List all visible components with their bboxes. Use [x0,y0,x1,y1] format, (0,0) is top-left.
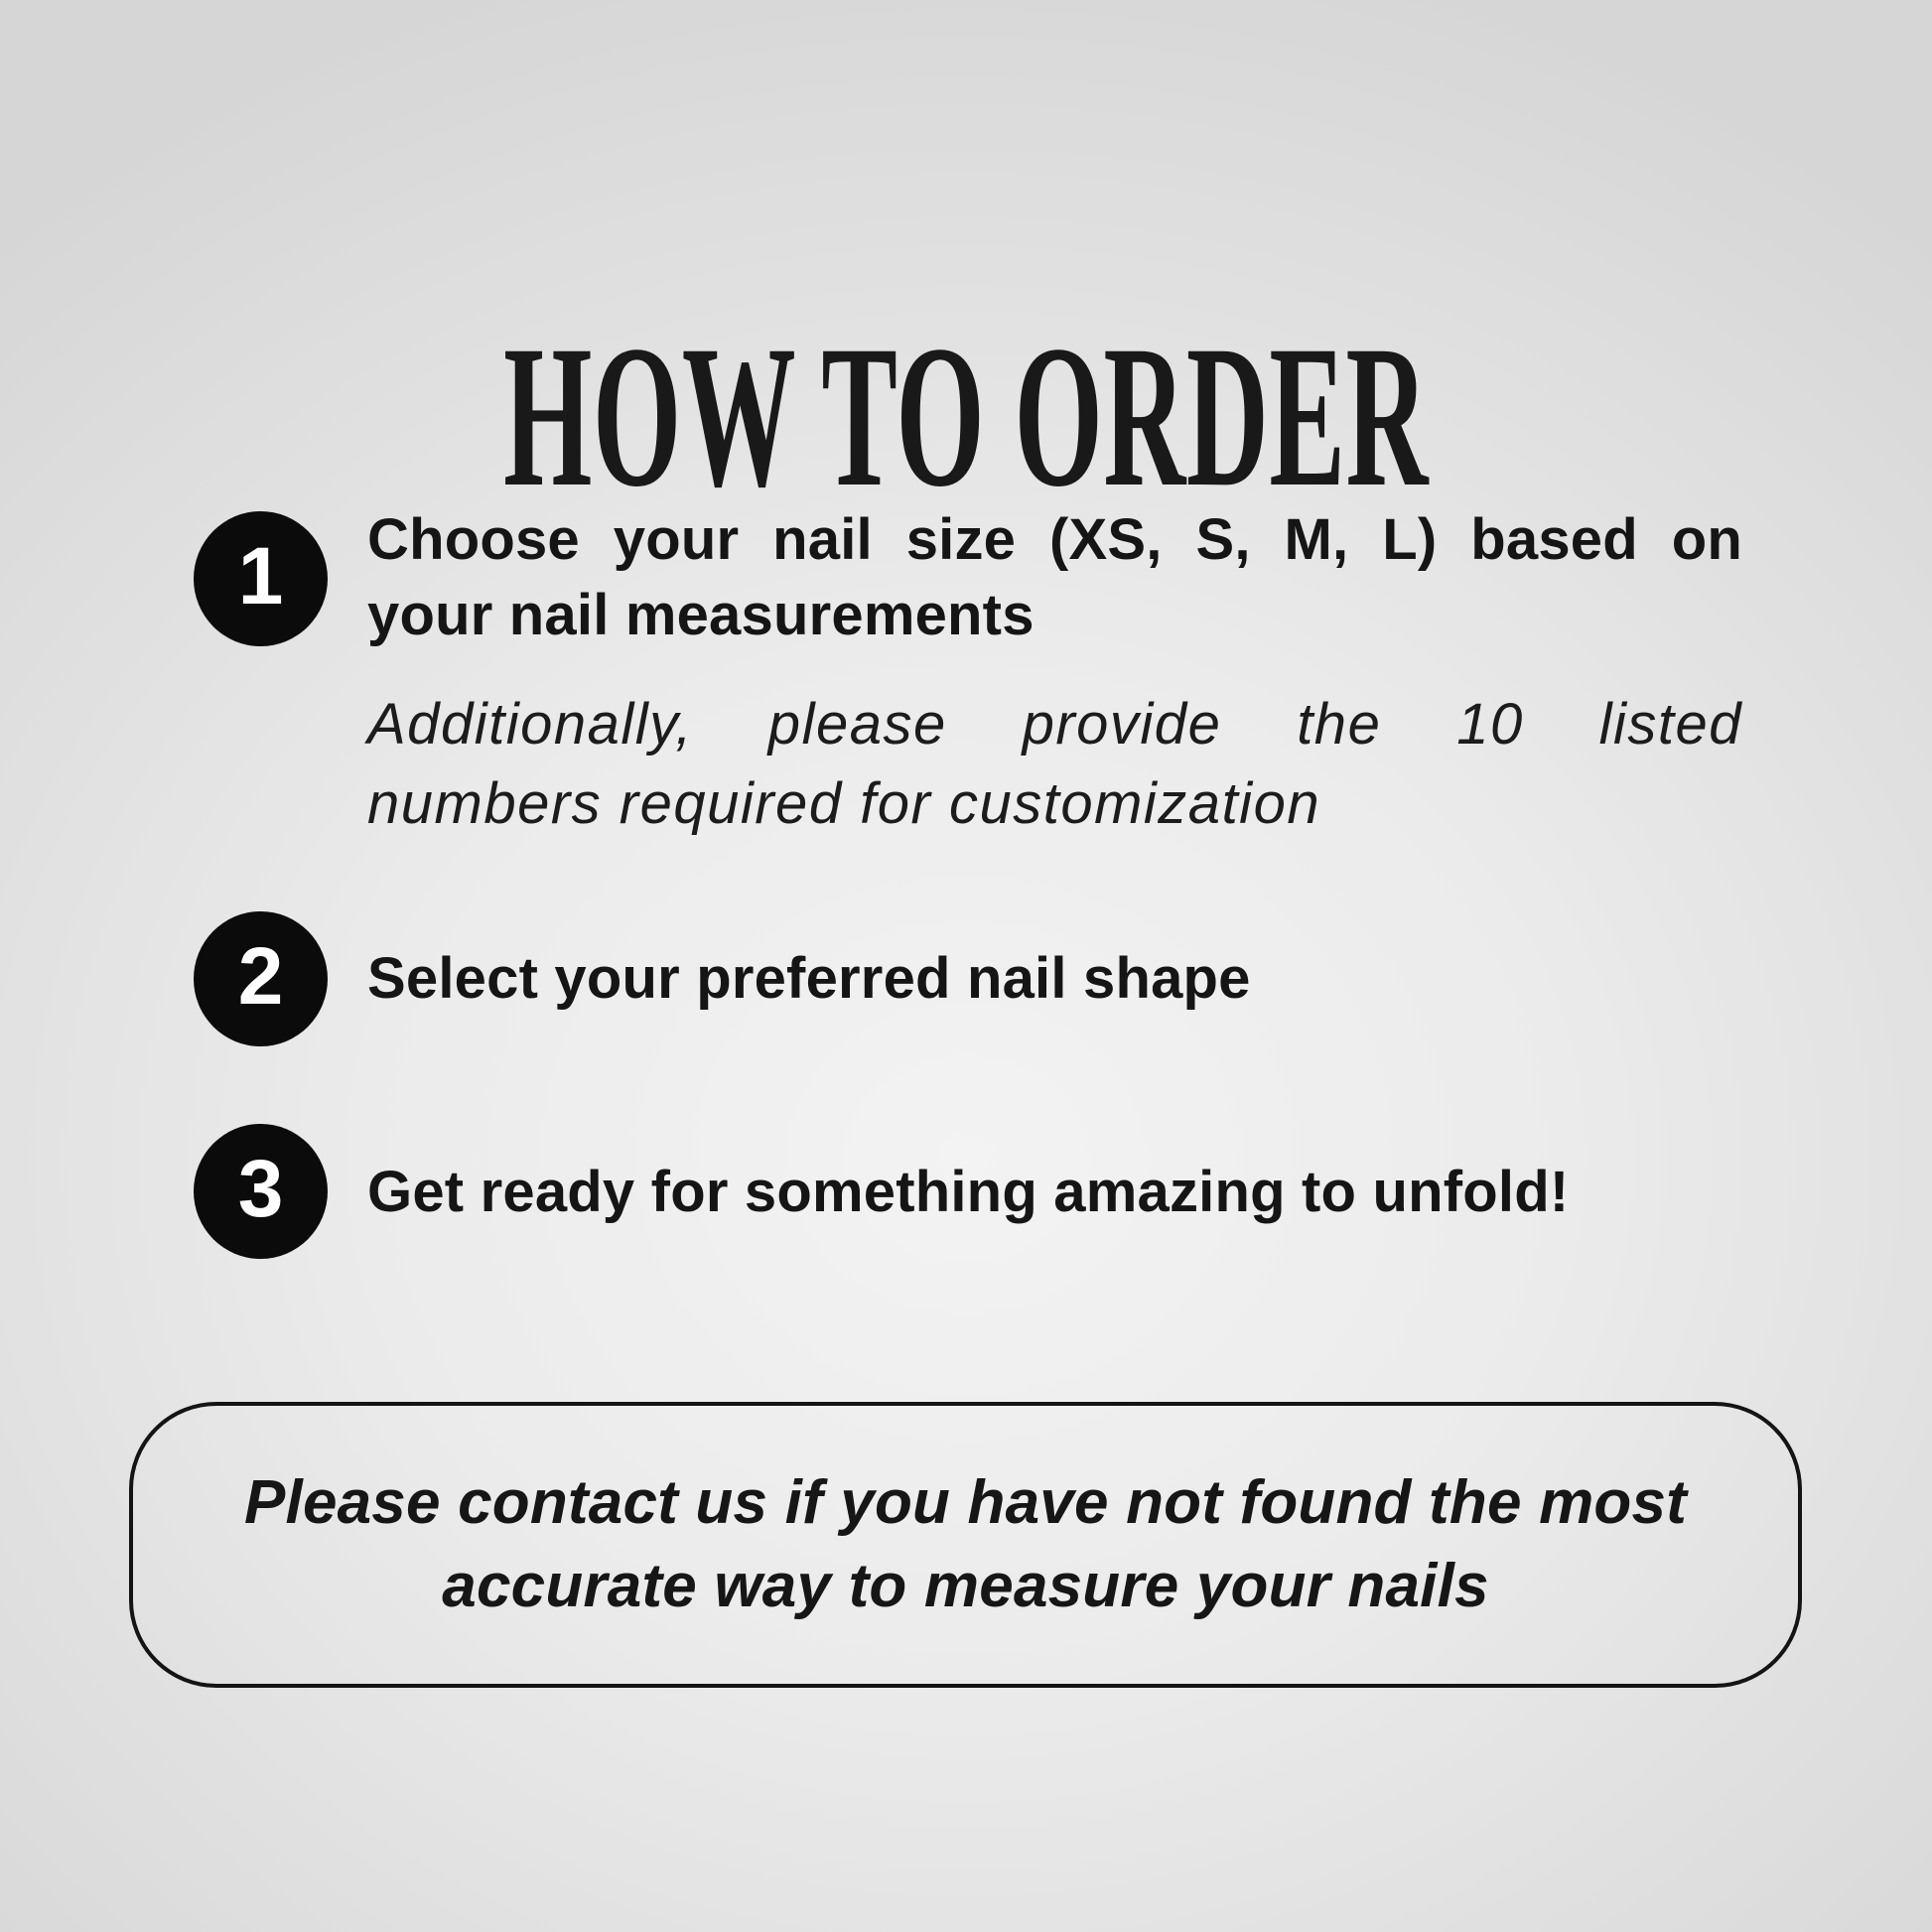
step-2-number: 2 [237,931,284,1022]
step-2-badge [194,911,328,1046]
page-title [0,304,1932,530]
contact-note-line-1: Please contact us if you have not found the most [243,1468,1688,1537]
step-1-badge [194,511,328,646]
step-1-note-line-2: numbers required for customization [367,771,1321,836]
step-2-text: Select your preferred nail shape [367,946,1251,1011]
step-3-number: 3 [237,1144,284,1234]
step-1-note-line-1: Additionally, please provide the 10 listed [367,692,1742,757]
step-1-number: 1 [237,531,284,621]
contact-note-box [129,1402,1802,1688]
step-1-text-line-2: your nail measurements [367,583,1035,647]
page-title-text: HOW TO ORDER [503,304,1429,530]
step-1-text-line-1: Choose your nail size (XS, S, M, L) based on [367,507,1742,572]
step-3-badge [194,1124,328,1259]
contact-note-line-2: accurate way to measure your nails [442,1552,1489,1620]
step-1-text [367,502,1742,653]
step-3-text: Get ready for something amazing to unfold! [367,1160,1570,1224]
step-1-note [367,685,1742,844]
